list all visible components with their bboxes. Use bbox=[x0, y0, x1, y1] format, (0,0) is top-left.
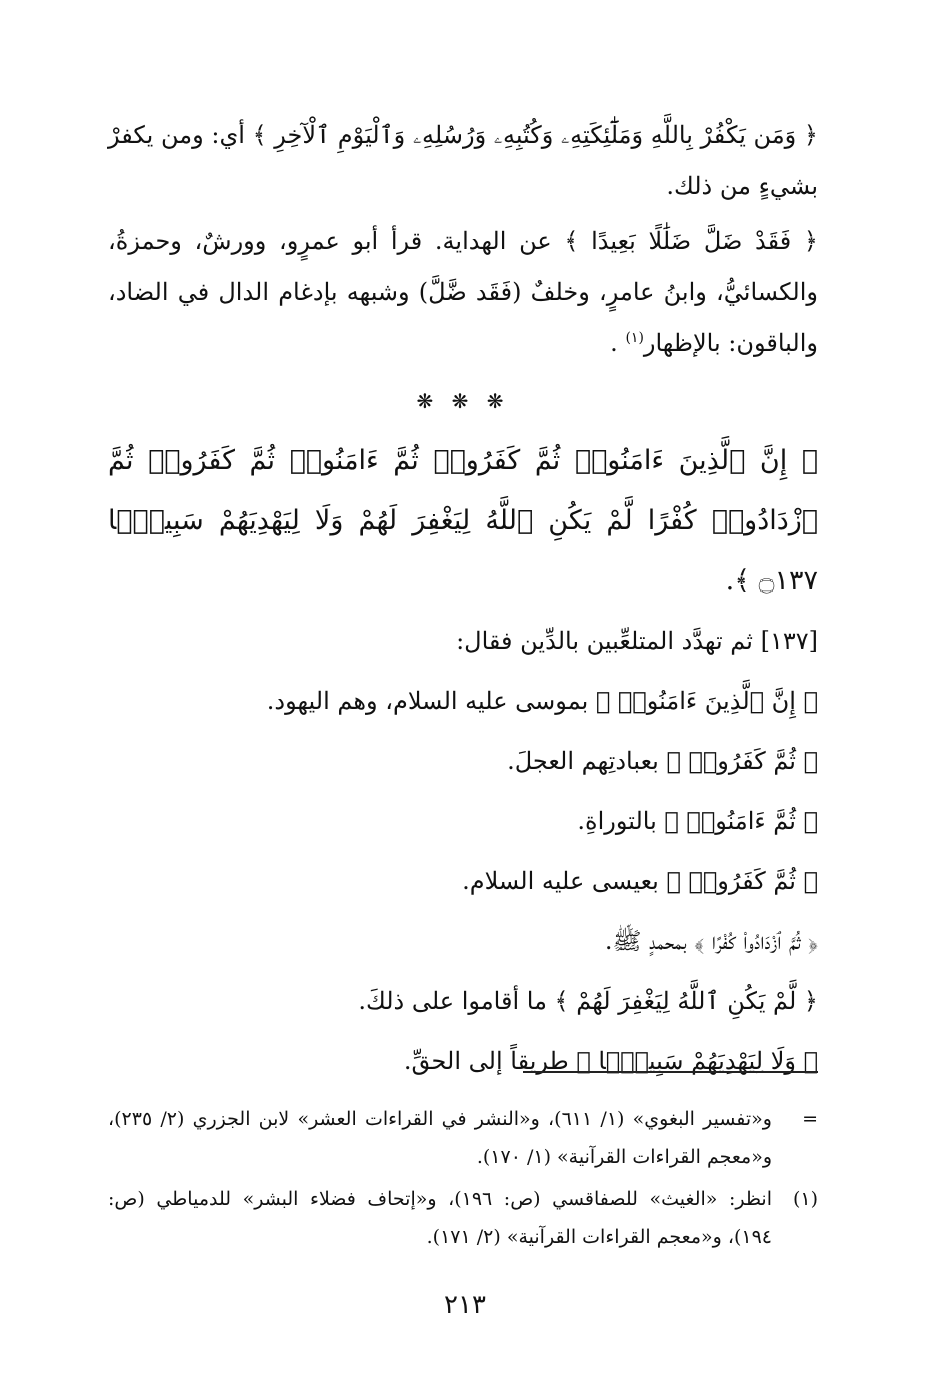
paragraph-2 bbox=[108, 216, 818, 369]
page-number: ٢١٣ bbox=[444, 1290, 486, 1320]
main-text bbox=[108, 110, 818, 1091]
commentary-line: ﴿ وَلَا لِيَهْدِيَهُمْ سَبِيلًۢا ﴾ طريقاً إلى الحقِّ. bbox=[403, 1047, 818, 1075]
commentary-line: ﴿ ثُمَّ كَفَرُوا۟ ﴾ بعبادتِهم العجلَ. bbox=[507, 747, 818, 775]
paragraph-2-text: ﴿ فَقَدْ ضَلَّ ضَلَٰلًا بَعِيدًا ﴾ عن الهداية. قرأ أبو عمرٍو، وورشٌ، وحمزةُ، والكسائيُّ، وابنُ عامرٍ، وخلفٌ (فَقَد ضَّلَّ) وشبهه بإدغام الدال في الضاد، والباقون: بالإظهار bbox=[108, 227, 818, 357]
footnote-continued bbox=[108, 1100, 818, 1176]
commentary-line: ﴿ إِنَّ ٱلَّذِينَ ءَامَنُوا۟ ﴾ بموسى عليه السلام، وهم اليهود. bbox=[266, 687, 818, 715]
commentary-line: ﴿ ثُمَّ ءَامَنُوا۟ ﴾ بالتوراةِ. bbox=[577, 807, 818, 835]
commentary-line: ﴿ ثُمَّ ٱزْدَادُوا۟ كُفْرًا ﴾ بمحمدٍ ﷺ. bbox=[604, 927, 818, 955]
paragraph-1: ﴿ وَمَن يَكْفُرْ بِاللَّهِ وَمَلَٰٓئِكَتِهِۦ وَكُتُبِهِۦ وَرُسُلِهِۦ وَٱلْيَوْمِ ٱلْآخِرِ ﴾ أي: ومن يكفرْ بشيءٍ من ذلك. bbox=[108, 121, 818, 200]
footnote-ref-1: (١) bbox=[625, 330, 644, 346]
verse-intro: [١٣٧] ثم تهدَّد المتلعِّبين بالدِّين فقال: bbox=[456, 627, 818, 655]
footnote-text: انظر: «الغيث» للصفاقسي (ص: ١٩٦)، و«إتحاف فضلاء البشر» للدمياطي (ص: ١٩٤)، و«معجم القراءات القرآنية» (٢/ ١٧١). bbox=[108, 1188, 772, 1248]
commentary-line: ﴿ لَّمْ يَكُنِ ٱللَّهُ لِيَغْفِرَ لَهُمْ ﴾ ما أقاموا على ذلكَ. bbox=[358, 987, 818, 1015]
footnote-divider bbox=[523, 1071, 818, 1073]
footnotes bbox=[108, 1100, 818, 1260]
footnote-mark: (١) bbox=[792, 1188, 818, 1210]
verse-137: ﴿ إِنَّ ٱلَّذِينَ ءَامَنُوا۟ ثُمَّ كَفَرُوا۟ ثُمَّ ءَامَنُوا۟ ثُمَّ كَفَرُوا۟ ثُمَّ ٱزْدَادُوا۟ كُفْرًا لَّمْ يَكُنِ ٱللَّهُ لِيَغْفِرَ لَهُمْ وَلَا لِيَهْدِيَهُمْ سَبِيلًۢا ۝١٣٧ ﴾. bbox=[108, 445, 818, 596]
paragraph-2-end: . bbox=[610, 329, 618, 357]
section-separator: ❋ ❋ ❋ bbox=[416, 389, 510, 413]
commentary-line: ﴿ ثُمَّ كَفَرُوا۟ ﴾ بعيسى عليه السلام. bbox=[462, 867, 818, 895]
footnote-mark: = bbox=[802, 1108, 818, 1130]
footnote-1 bbox=[108, 1180, 818, 1256]
footnote-text: و«تفسير البغوي» (١/ ٦١١)، و«النشر في القراءات العشر» لابن الجزري (٢/ ٢٣٥)، و«معجم القراءات القرآنية» (١/ ١٧٠). bbox=[108, 1108, 772, 1168]
